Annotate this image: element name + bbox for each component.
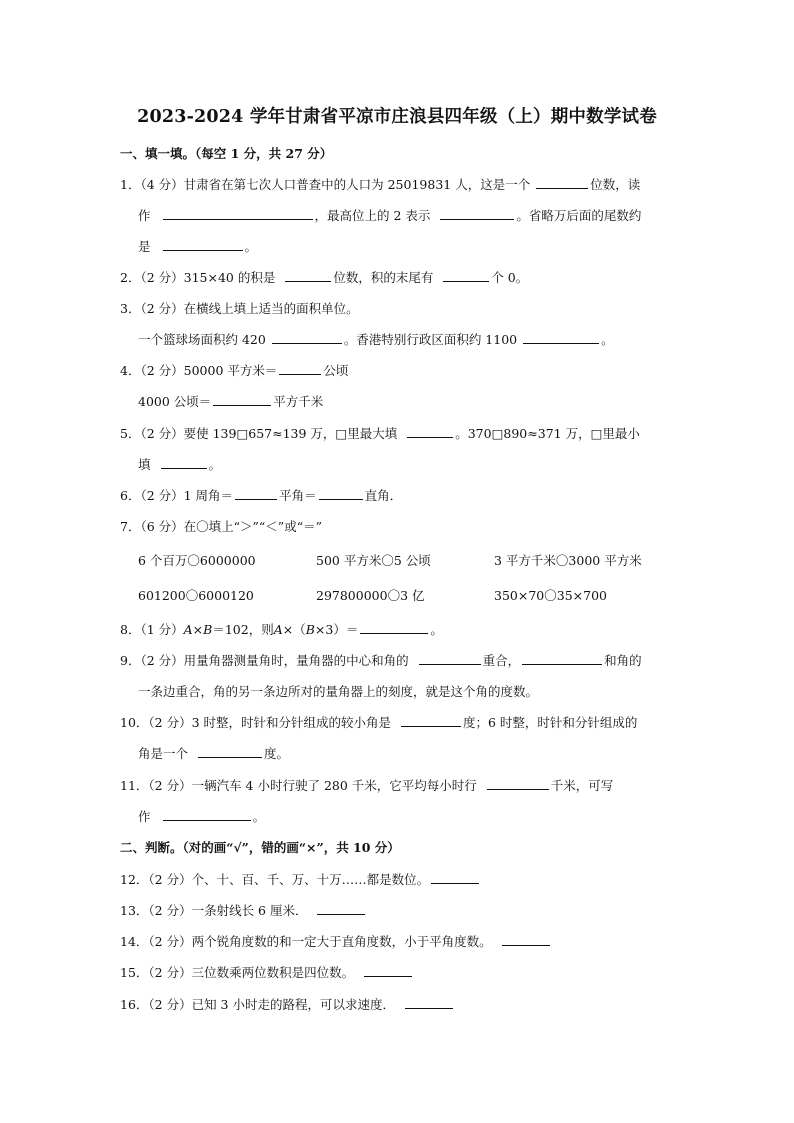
answer-blank[interactable] [440, 207, 514, 220]
question-5-cont: 填 。 [138, 457, 222, 472]
question-15: 15．（2 分）三位数乘两位数积是四位数。 [120, 964, 414, 982]
question-4: 4．（2 分）50000 平方米＝ 公顷 [120, 363, 349, 378]
answer-blank[interactable] [487, 777, 549, 790]
question-14: 14．（2 分）两个锐角度数的和一定大于直角度数，小于平角度数。 [120, 933, 552, 951]
question-3-cont: 一个篮球场面积约 420 。香港特别行政区面积约 1100 。 [138, 332, 614, 347]
question-16: 16．（2 分）已知 3 小时走的路程，可以求速度． [120, 996, 455, 1014]
question-10-cont: 角是一个 度。 [138, 746, 290, 761]
question-5: 5．（2 分）要使 139□657≈139 万，□里最大填 。370□890≈371 万，□里最小 [120, 426, 640, 441]
answer-blank[interactable] [279, 362, 321, 375]
compare-item: 601200〇6000120 [138, 588, 254, 603]
answer-blank[interactable] [161, 456, 207, 469]
question-11-cont: 作 。 [138, 809, 266, 824]
question-7: 7．（6 分）在〇填上“＞”“＜”或“＝” [120, 519, 322, 534]
answer-blank[interactable] [419, 652, 481, 665]
answer-blank[interactable] [285, 269, 331, 282]
answer-blank[interactable] [443, 269, 489, 282]
question-12: 12．（2 分）个、十、百、千、万、十万……都是数位。 [120, 871, 481, 889]
page-title: 2023-2024 学年甘肃省平凉市庄浪县四年级（上）期中数学试卷 [137, 107, 657, 127]
question-3: 3．（2 分）在横线上填上适当的面积单位。 [120, 301, 359, 316]
question-9-cont: 一条边重合，角的另一条边所对的量角器上的刻度，就是这个角的度数。 [138, 684, 539, 699]
answer-blank[interactable] [431, 871, 479, 884]
question-2: 2．（2 分）315×40 的积是 位数，积的末尾有 个 0。 [120, 270, 529, 285]
question-1-cont: 作 ，最高位上的 2 表示 。省略万后面的尾数约 [138, 208, 642, 223]
answer-blank[interactable] [198, 745, 262, 758]
question-10: 10．（2 分）3 时整，时针和分针组成的较小角是 度；6 时整，时针和分针组成的 [120, 715, 638, 730]
answer-blank[interactable] [360, 621, 428, 634]
compare-item: 3 平方千米〇3000 平方米 [494, 553, 642, 568]
compare-item: 500 平方米〇5 公顷 [316, 553, 431, 568]
answer-blank[interactable] [213, 393, 271, 406]
answer-blank[interactable] [502, 933, 550, 946]
question-9: 9．（2 分）用量角器测量角时，量角器的中心和角的 重合， 和角的 [120, 653, 642, 668]
answer-blank[interactable] [235, 487, 277, 500]
question-8: 8．（1 分）A×B＝102，则A×（B×3）＝ 。 [120, 622, 443, 637]
question-1: 1．（4 分）甘肃省在第七次人口普查中的人口为 25019831 人，这是一个 位数，读 [120, 177, 641, 192]
question-4-cont: 4000 公顷＝ 平方千米 [138, 394, 324, 409]
answer-blank[interactable] [536, 176, 588, 189]
compare-item: 297800000〇3 亿 [316, 588, 425, 603]
question-13: 13．（2 分）一条射线长 6 厘米． [120, 902, 367, 920]
question-11: 11．（2 分）一辆汽车 4 小时行驶了 280 千米，它平均每小时行 千米，可写 [120, 778, 614, 793]
answer-blank[interactable] [317, 902, 365, 915]
answer-blank[interactable] [364, 964, 412, 977]
answer-blank[interactable] [523, 331, 599, 344]
answer-blank[interactable] [163, 207, 313, 220]
answer-blank[interactable] [163, 808, 251, 821]
section-heading-fill-in: 一、填一填。（每空 1 分，共 27 分） [120, 146, 333, 161]
answer-blank[interactable] [401, 714, 461, 727]
answer-blank[interactable] [319, 487, 363, 500]
answer-blank[interactable] [407, 425, 453, 438]
answer-blank[interactable] [405, 996, 453, 1009]
compare-item: 6 个百万〇6000000 [138, 553, 256, 568]
question-1-cont2: 是 。 [138, 239, 258, 254]
answer-blank[interactable] [272, 331, 342, 344]
section-heading-judge: 二、判断。（对的画“√”，错的画“×”，共 10 分） [120, 840, 400, 855]
answer-blank[interactable] [522, 652, 602, 665]
compare-item: 350×70〇35×700 [494, 588, 607, 603]
question-6: 6．（2 分）1 周角＝ 平角＝ 直角． [120, 488, 403, 503]
answer-blank[interactable] [163, 238, 243, 251]
